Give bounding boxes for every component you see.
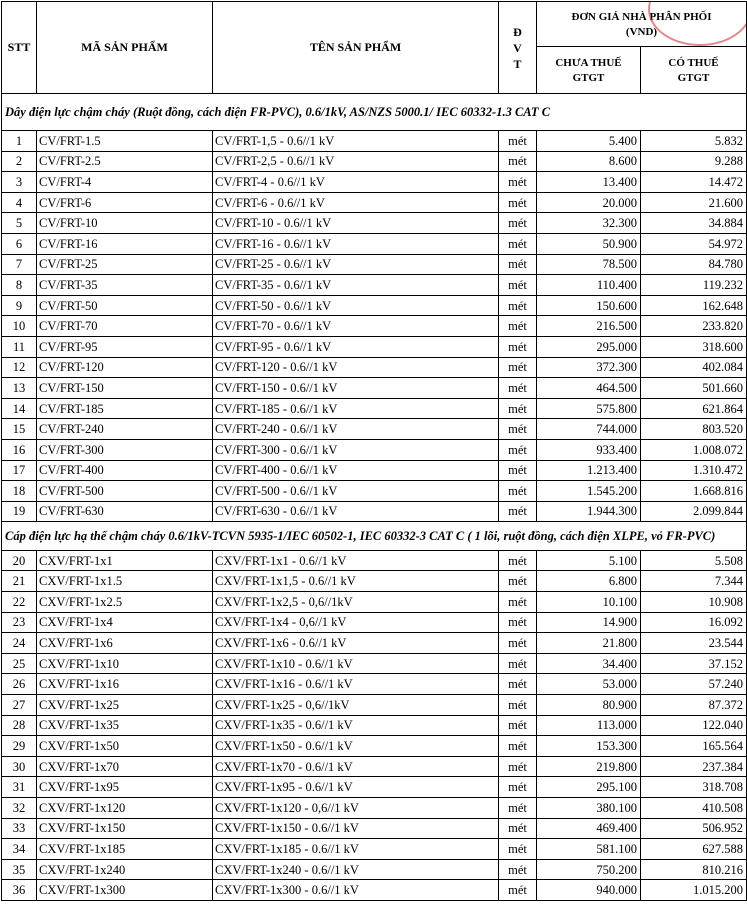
row-stt: 15 xyxy=(2,419,37,440)
table-row xyxy=(2,398,747,419)
row-stt: 8 xyxy=(2,275,37,296)
row-product-name: CXV/FRT-1x50 - 0.6//1 kV xyxy=(213,736,499,757)
row-unit: mét xyxy=(499,592,537,613)
section-title: Dây điện lực chậm cháy (Ruột đồng, cách điện FR-PVC), 0.6/1kV, AS/NZS 5000.1/ IEC 60332-1.3 CAT C xyxy=(2,94,747,131)
row-unit: mét xyxy=(499,336,537,357)
row-product-name: CXV/FRT-1x35 - 0.6//1 kV xyxy=(213,715,499,736)
row-stt: 21 xyxy=(2,571,37,592)
row-product-code: CXV/FRT-1x95 xyxy=(37,777,213,798)
row-product-code: CXV/FRT-1x35 xyxy=(37,715,213,736)
row-unit: mét xyxy=(499,695,537,716)
row-product-code: CXV/FRT-1x120 xyxy=(37,798,213,819)
header-with-tax-text: CÓ THUẾ GTGT xyxy=(668,57,719,84)
row-unit: mét xyxy=(499,439,537,460)
row-product-code: CV/FRT-35 xyxy=(37,275,213,296)
row-unit: mét xyxy=(499,736,537,757)
row-stt: 25 xyxy=(2,653,37,674)
row-stt: 31 xyxy=(2,777,37,798)
row-stt: 26 xyxy=(2,674,37,695)
row-stt: 29 xyxy=(2,736,37,757)
row-product-name: CXV/FRT-1x150 - 0.6//1 kV xyxy=(213,818,499,839)
section-row xyxy=(2,522,747,551)
row-product-code: CXV/FRT-1x70 xyxy=(37,756,213,777)
row-product-code: CXV/FRT-1x16 xyxy=(37,674,213,695)
row-unit: mét xyxy=(499,192,537,213)
row-product-name: CV/FRT-70 - 0.6//1 kV xyxy=(213,316,499,337)
row-price-with-tax: 1.310.472 xyxy=(641,460,747,481)
row-unit: mét xyxy=(499,151,537,172)
row-unit: mét xyxy=(499,481,537,502)
row-unit: mét xyxy=(499,460,537,481)
table-row xyxy=(2,151,747,172)
row-price-pre-tax: 32.300 xyxy=(537,213,641,234)
row-stt: 5 xyxy=(2,213,37,234)
table-row xyxy=(2,550,747,571)
row-stt: 12 xyxy=(2,357,37,378)
row-price-pre-tax: 113.000 xyxy=(537,715,641,736)
row-price-pre-tax: 150.600 xyxy=(537,295,641,316)
row-price-with-tax: 5.508 xyxy=(641,550,747,571)
row-stt: 6 xyxy=(2,233,37,254)
row-stt: 24 xyxy=(2,633,37,654)
table-row xyxy=(2,131,747,152)
row-stt: 13 xyxy=(2,378,37,399)
row-product-name: CXV/FRT-1x4 - 0,6//1 kV xyxy=(213,612,499,633)
row-stt: 18 xyxy=(2,481,37,502)
row-product-code: CV/FRT-10 xyxy=(37,213,213,234)
row-product-code: CV/FRT-150 xyxy=(37,378,213,399)
row-product-code: CXV/FRT-1x1.5 xyxy=(37,571,213,592)
row-product-name: CXV/FRT-1x16 - 0.6//1 kV xyxy=(213,674,499,695)
row-product-name: CV/FRT-6 - 0.6//1 kV xyxy=(213,192,499,213)
table-row xyxy=(2,254,747,275)
row-product-code: CXV/FRT-1x1 xyxy=(37,550,213,571)
table-row xyxy=(2,674,747,695)
row-price-pre-tax: 295.000 xyxy=(537,336,641,357)
table-row xyxy=(2,736,747,757)
price-table xyxy=(1,1,747,901)
row-product-code: CV/FRT-25 xyxy=(37,254,213,275)
header-unit-text: Đ V T xyxy=(513,24,522,71)
row-price-with-tax: 9.288 xyxy=(641,151,747,172)
row-product-name: CXV/FRT-1x1 - 0.6//1 kV xyxy=(213,550,499,571)
row-product-code: CXV/FRT-1x50 xyxy=(37,736,213,757)
row-product-code: CXV/FRT-1x4 xyxy=(37,612,213,633)
row-stt: 36 xyxy=(2,880,37,901)
row-product-code: CV/FRT-500 xyxy=(37,481,213,502)
row-stt: 9 xyxy=(2,295,37,316)
row-price-pre-tax: 464.500 xyxy=(537,378,641,399)
row-unit: mét xyxy=(499,275,537,296)
row-unit: mét xyxy=(499,653,537,674)
row-price-pre-tax: 153.300 xyxy=(537,736,641,757)
row-product-code: CXV/FRT-1x185 xyxy=(37,839,213,860)
row-unit: mét xyxy=(499,419,537,440)
row-product-code: CV/FRT-6 xyxy=(37,192,213,213)
row-price-with-tax: 10.908 xyxy=(641,592,747,613)
row-price-with-tax: 627.588 xyxy=(641,839,747,860)
row-product-name: CXV/FRT-1x95 - 0.6//1 kV xyxy=(213,777,499,798)
row-product-name: CV/FRT-50 - 0.6//1 kV xyxy=(213,295,499,316)
row-price-with-tax: 803.520 xyxy=(641,419,747,440)
row-product-name: CXV/FRT-1x10 - 0.6//1 kV xyxy=(213,653,499,674)
row-unit: mét xyxy=(499,818,537,839)
row-product-name: CXV/FRT-1x70 - 0.6//1 kV xyxy=(213,756,499,777)
row-price-pre-tax: 53.000 xyxy=(537,674,641,695)
row-price-pre-tax: 5.100 xyxy=(537,550,641,571)
row-price-with-tax: 23.544 xyxy=(641,633,747,654)
table-row xyxy=(2,357,747,378)
row-price-with-tax: 87.372 xyxy=(641,695,747,716)
row-price-with-tax: 16.092 xyxy=(641,612,747,633)
row-product-name: CV/FRT-185 - 0.6//1 kV xyxy=(213,398,499,419)
row-product-code: CV/FRT-4 xyxy=(37,172,213,193)
table-row xyxy=(2,612,747,633)
row-stt: 22 xyxy=(2,592,37,613)
table-row xyxy=(2,439,747,460)
row-price-with-tax: 402.084 xyxy=(641,357,747,378)
row-product-code: CV/FRT-300 xyxy=(37,439,213,460)
row-unit: mét xyxy=(499,295,537,316)
row-product-name: CV/FRT-2,5 - 0.6//1 kV xyxy=(213,151,499,172)
row-product-name: CXV/FRT-1x300 - 0.6//1 kV xyxy=(213,880,499,901)
row-unit: mét xyxy=(499,880,537,901)
row-unit: mét xyxy=(499,839,537,860)
row-stt: 7 xyxy=(2,254,37,275)
header-pre-tax-text: CHƯA THUẾ GTGT xyxy=(555,57,622,84)
row-product-code: CV/FRT-1.5 xyxy=(37,131,213,152)
table-row xyxy=(2,501,747,522)
row-price-pre-tax: 219.800 xyxy=(537,756,641,777)
table-row xyxy=(2,481,747,502)
row-price-with-tax: 14.472 xyxy=(641,172,747,193)
row-stt: 23 xyxy=(2,612,37,633)
row-unit: mét xyxy=(499,612,537,633)
header-product-code: MÃ SẢN PHẨM xyxy=(37,2,213,94)
row-stt: 28 xyxy=(2,715,37,736)
row-stt: 11 xyxy=(2,336,37,357)
row-unit: mét xyxy=(499,550,537,571)
row-product-name: CXV/FRT-1x25 - 0,6//1kV xyxy=(213,695,499,716)
row-product-name: CXV/FRT-1x185 - 0.6//1 kV xyxy=(213,839,499,860)
row-product-code: CXV/FRT-1x6 xyxy=(37,633,213,654)
table-row xyxy=(2,213,747,234)
row-stt: 32 xyxy=(2,798,37,819)
row-stt: 35 xyxy=(2,859,37,880)
row-price-with-tax: 7.344 xyxy=(641,571,747,592)
table-row xyxy=(2,571,747,592)
table-row xyxy=(2,839,747,860)
row-price-with-tax: 1.668.816 xyxy=(641,481,747,502)
row-price-pre-tax: 744.000 xyxy=(537,419,641,440)
row-price-pre-tax: 34.400 xyxy=(537,653,641,674)
table-row xyxy=(2,192,747,213)
row-product-name: CXV/FRT-1x2,5 - 0,6//1kV xyxy=(213,592,499,613)
row-product-code: CV/FRT-240 xyxy=(37,419,213,440)
row-unit: mét xyxy=(499,798,537,819)
row-product-name: CV/FRT-95 - 0.6//1 kV xyxy=(213,336,499,357)
row-price-with-tax: 1.008.072 xyxy=(641,439,747,460)
row-unit: mét xyxy=(499,213,537,234)
row-price-with-tax: 501.660 xyxy=(641,378,747,399)
row-unit: mét xyxy=(499,633,537,654)
row-stt: 4 xyxy=(2,192,37,213)
row-stt: 1 xyxy=(2,131,37,152)
row-price-pre-tax: 1.545.200 xyxy=(537,481,641,502)
table-row xyxy=(2,859,747,880)
row-price-pre-tax: 6.800 xyxy=(537,571,641,592)
row-price-pre-tax: 110.400 xyxy=(537,275,641,296)
row-price-with-tax: 1.015.200 xyxy=(641,880,747,901)
table-row xyxy=(2,592,747,613)
row-product-code: CV/FRT-16 xyxy=(37,233,213,254)
row-price-with-tax: 506.952 xyxy=(641,818,747,839)
row-price-with-tax: 621.864 xyxy=(641,398,747,419)
stamp-mark xyxy=(648,2,747,47)
section-row xyxy=(2,94,747,131)
header-product-name: TÊN SẢN PHẨM xyxy=(213,2,499,94)
row-unit: mét xyxy=(499,172,537,193)
row-product-code: CV/FRT-50 xyxy=(37,295,213,316)
row-unit: mét xyxy=(499,254,537,275)
table-row xyxy=(2,880,747,901)
row-stt: 20 xyxy=(2,550,37,571)
row-unit: mét xyxy=(499,378,537,399)
row-price-pre-tax: 581.100 xyxy=(537,839,641,860)
row-product-name: CXV/FRT-1x240 - 0.6//1 kV xyxy=(213,859,499,880)
row-price-pre-tax: 933.400 xyxy=(537,439,641,460)
row-product-code: CV/FRT-120 xyxy=(37,357,213,378)
row-price-with-tax: 410.508 xyxy=(641,798,747,819)
row-price-pre-tax: 295.100 xyxy=(537,777,641,798)
row-price-pre-tax: 750.200 xyxy=(537,859,641,880)
header-pre-tax xyxy=(537,47,641,94)
table-row xyxy=(2,419,747,440)
header-price-group xyxy=(537,2,747,47)
row-price-with-tax: 237.384 xyxy=(641,756,747,777)
row-stt: 27 xyxy=(2,695,37,716)
table-row xyxy=(2,295,747,316)
row-price-with-tax: 57.240 xyxy=(641,674,747,695)
row-product-code: CV/FRT-70 xyxy=(37,316,213,337)
row-price-pre-tax: 1.213.400 xyxy=(537,460,641,481)
row-unit: mét xyxy=(499,131,537,152)
row-price-with-tax: 2.099.844 xyxy=(641,501,747,522)
row-price-pre-tax: 14.900 xyxy=(537,612,641,633)
row-unit: mét xyxy=(499,316,537,337)
table-row xyxy=(2,460,747,481)
row-price-with-tax: 84.780 xyxy=(641,254,747,275)
row-unit: mét xyxy=(499,777,537,798)
table-row xyxy=(2,633,747,654)
row-product-name: CV/FRT-240 - 0.6//1 kV xyxy=(213,419,499,440)
table-header xyxy=(2,2,747,94)
row-price-pre-tax: 80.900 xyxy=(537,695,641,716)
row-price-pre-tax: 8.600 xyxy=(537,151,641,172)
row-product-name: CV/FRT-4 - 0.6//1 kV xyxy=(213,172,499,193)
row-product-code: CXV/FRT-1x150 xyxy=(37,818,213,839)
table-row xyxy=(2,715,747,736)
row-price-pre-tax: 940.000 xyxy=(537,880,641,901)
row-product-name: CV/FRT-1,5 - 0.6//1 kV xyxy=(213,131,499,152)
row-unit: mét xyxy=(499,571,537,592)
row-product-name: CXV/FRT-1x6 - 0.6//1 kV xyxy=(213,633,499,654)
row-price-pre-tax: 1.944.300 xyxy=(537,501,641,522)
row-price-pre-tax: 216.500 xyxy=(537,316,641,337)
row-product-name: CV/FRT-10 - 0.6//1 kV xyxy=(213,213,499,234)
row-product-name: CV/FRT-400 - 0.6//1 kV xyxy=(213,460,499,481)
row-product-code: CXV/FRT-1x10 xyxy=(37,653,213,674)
row-product-name: CV/FRT-500 - 0.6//1 kV xyxy=(213,481,499,502)
header-price-group-text: ĐƠN GIÁ NHÀ PHÂN PHỐI (VND) xyxy=(571,11,712,38)
row-stt: 10 xyxy=(2,316,37,337)
table-row xyxy=(2,653,747,674)
row-price-pre-tax: 21.800 xyxy=(537,633,641,654)
row-price-with-tax: 165.564 xyxy=(641,736,747,757)
row-price-with-tax: 119.232 xyxy=(641,275,747,296)
table-row xyxy=(2,777,747,798)
row-price-pre-tax: 50.900 xyxy=(537,233,641,254)
row-product-code: CV/FRT-2.5 xyxy=(37,151,213,172)
table-body xyxy=(2,94,747,901)
row-price-with-tax: 162.648 xyxy=(641,295,747,316)
table-row xyxy=(2,275,747,296)
row-stt: 16 xyxy=(2,439,37,460)
row-price-with-tax: 122.040 xyxy=(641,715,747,736)
row-price-with-tax: 5.832 xyxy=(641,131,747,152)
row-unit: mét xyxy=(499,756,537,777)
table-row xyxy=(2,378,747,399)
row-product-name: CV/FRT-16 - 0.6//1 kV xyxy=(213,233,499,254)
row-stt: 3 xyxy=(2,172,37,193)
row-product-code: CV/FRT-95 xyxy=(37,336,213,357)
row-price-with-tax: 318.708 xyxy=(641,777,747,798)
row-stt: 33 xyxy=(2,818,37,839)
row-price-with-tax: 37.152 xyxy=(641,653,747,674)
table-row xyxy=(2,316,747,337)
table-row xyxy=(2,233,747,254)
row-price-with-tax: 233.820 xyxy=(641,316,747,337)
row-price-pre-tax: 469.400 xyxy=(537,818,641,839)
row-product-name: CXV/FRT-1x120 - 0,6//1 kV xyxy=(213,798,499,819)
row-product-name: CV/FRT-35 - 0.6//1 kV xyxy=(213,275,499,296)
row-product-name: CV/FRT-630 - 0.6//1 kV xyxy=(213,501,499,522)
header-stt: STT xyxy=(2,2,37,94)
row-product-code: CV/FRT-630 xyxy=(37,501,213,522)
table-row xyxy=(2,695,747,716)
row-stt: 30 xyxy=(2,756,37,777)
row-unit: mét xyxy=(499,398,537,419)
row-unit: mét xyxy=(499,233,537,254)
row-stt: 14 xyxy=(2,398,37,419)
header-unit xyxy=(499,2,537,94)
row-price-pre-tax: 372.300 xyxy=(537,357,641,378)
row-stt: 34 xyxy=(2,839,37,860)
row-price-pre-tax: 10.100 xyxy=(537,592,641,613)
row-price-with-tax: 21.600 xyxy=(641,192,747,213)
row-price-pre-tax: 78.500 xyxy=(537,254,641,275)
row-product-code: CV/FRT-185 xyxy=(37,398,213,419)
table-row xyxy=(2,818,747,839)
row-price-with-tax: 54.972 xyxy=(641,233,747,254)
row-price-pre-tax: 20.000 xyxy=(537,192,641,213)
row-stt: 2 xyxy=(2,151,37,172)
row-unit: mét xyxy=(499,859,537,880)
row-price-with-tax: 318.600 xyxy=(641,336,747,357)
table-row xyxy=(2,798,747,819)
row-unit: mét xyxy=(499,715,537,736)
row-product-code: CXV/FRT-1x2.5 xyxy=(37,592,213,613)
table-row xyxy=(2,172,747,193)
row-product-code: CXV/FRT-1x25 xyxy=(37,695,213,716)
header-with-tax xyxy=(641,47,747,94)
row-unit: mét xyxy=(499,501,537,522)
row-price-pre-tax: 575.800 xyxy=(537,398,641,419)
section-title: Cáp điện lực hạ thế chậm cháy 0.6/1kV-TCVN 5935-1/IEC 60502-1, IEC 60332-3 CAT C ( 1 lõi, ruột đồng, cách điện XLPE, vỏ FR-PVC) xyxy=(2,522,747,551)
row-price-pre-tax: 13.400 xyxy=(537,172,641,193)
row-price-with-tax: 34.884 xyxy=(641,213,747,234)
row-unit: mét xyxy=(499,357,537,378)
row-stt: 17 xyxy=(2,460,37,481)
row-stt: 19 xyxy=(2,501,37,522)
row-product-name: CXV/FRT-1x1,5 - 0.6//1 kV xyxy=(213,571,499,592)
row-price-with-tax: 810.216 xyxy=(641,859,747,880)
row-product-code: CV/FRT-400 xyxy=(37,460,213,481)
row-unit: mét xyxy=(499,674,537,695)
row-product-name: CV/FRT-150 - 0.6//1 kV xyxy=(213,378,499,399)
row-product-code: CXV/FRT-1x240 xyxy=(37,859,213,880)
row-price-pre-tax: 5.400 xyxy=(537,131,641,152)
table-row xyxy=(2,336,747,357)
row-product-code: CXV/FRT-1x300 xyxy=(37,880,213,901)
row-product-name: CV/FRT-25 - 0.6//1 kV xyxy=(213,254,499,275)
row-product-name: CV/FRT-120 - 0.6//1 kV xyxy=(213,357,499,378)
row-product-name: CV/FRT-300 - 0.6//1 kV xyxy=(213,439,499,460)
table-row xyxy=(2,756,747,777)
row-price-pre-tax: 380.100 xyxy=(537,798,641,819)
